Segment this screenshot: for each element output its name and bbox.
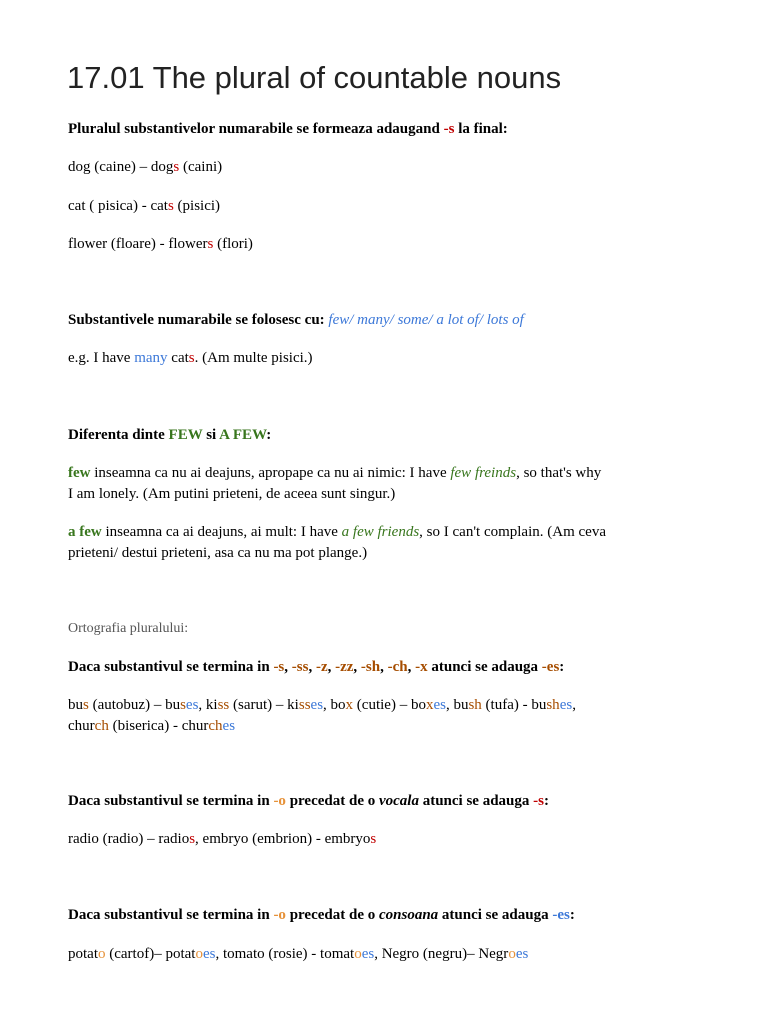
t: potat: [68, 946, 98, 962]
rule-o-vowel: [68, 791, 718, 812]
t: , embryo (embrion) - embryo: [195, 831, 371, 847]
ending: -sh: [360, 659, 381, 675]
rule-o-consonant: [68, 905, 718, 926]
afew-word: a few: [68, 524, 102, 540]
ending: sh: [468, 697, 482, 713]
t: (biserica) - chur: [108, 718, 209, 734]
rule-post: :: [559, 659, 565, 675]
ending: sh: [546, 697, 560, 713]
ending: ch: [94, 718, 109, 734]
sep: ,: [308, 659, 316, 675]
suffix: -s: [533, 793, 544, 809]
few-text: inseamna ca nu ai deajuns, apropape ca nu ai nimic: I have: [90, 465, 451, 481]
eg-suffix: s: [188, 350, 195, 366]
t: (sarut) – ki: [229, 697, 299, 713]
usage-text: Substantivele numarabile se folosesc cu:: [68, 312, 329, 328]
few-word: few: [68, 465, 91, 481]
t: (tufa) - bu: [481, 697, 547, 713]
example-dog: [68, 157, 718, 178]
t: :: [544, 793, 549, 809]
spelling-heading: Ortografia pluralului:: [68, 621, 189, 636]
t: , bo: [323, 697, 346, 713]
example-translation: (caini): [179, 159, 223, 175]
suffix: es: [310, 697, 324, 713]
suffix: s: [370, 831, 377, 847]
intro-text: Pluralul substantivelor numarabile se formeaza adaugand: [68, 121, 444, 137]
eg-many: many: [134, 350, 168, 366]
sep: ,: [353, 659, 361, 675]
diff-post: :: [266, 427, 272, 443]
t: (autobuz) – bu: [88, 697, 181, 713]
rule-pre: Daca substantivul se termina in: [68, 659, 274, 675]
intro-paragraph: [68, 119, 718, 140]
t: atunci se adauga: [438, 907, 553, 923]
suffix: es: [222, 718, 236, 734]
diff-pre: Diferenta dinte: [68, 427, 169, 443]
diff-few: FEW: [168, 427, 203, 443]
ending: -x: [415, 659, 428, 675]
ending: -o: [273, 793, 286, 809]
diff-mid: si: [202, 427, 220, 443]
example-translation: (pisici): [173, 198, 221, 214]
t: , bu: [445, 697, 469, 713]
eg-mid: cat: [167, 350, 189, 366]
page-title: 17.01 The plural of countable nouns: [67, 60, 562, 95]
suffix: es: [185, 697, 199, 713]
t: , tomato (rosie) - tomat: [215, 946, 355, 962]
ending: ss: [298, 697, 311, 713]
suffix: es: [515, 946, 529, 962]
t: radio (radio) – radio: [68, 831, 190, 847]
ending: o: [354, 946, 362, 962]
o-consonant-examples: [68, 944, 718, 965]
sep: ,: [380, 659, 388, 675]
suffix: es: [559, 697, 573, 713]
sep: ,: [327, 659, 336, 675]
ending: -ch: [387, 659, 408, 675]
ending: -s: [273, 659, 285, 675]
ending: -z: [315, 659, 328, 675]
ending: x: [425, 697, 434, 713]
afew-line2: prieteni/ destui prieteni, asa ca nu ma pot plange.): [68, 545, 368, 561]
ending: s: [180, 697, 186, 713]
afew-line1-end: , so I can't complain. (Am ceva: [419, 524, 606, 540]
suffix: es: [202, 946, 216, 962]
t: bu: [68, 697, 83, 713]
kind: consoana: [378, 907, 439, 923]
t: , Negro (negru)– Negr: [374, 946, 509, 962]
plural-suffix: s: [207, 236, 214, 252]
t: ,: [572, 697, 576, 713]
eg-pre: e.g. I have: [68, 350, 135, 366]
eg-post: . (Am multe pisici.): [194, 350, 313, 366]
t: (cartof)– potat: [105, 946, 196, 962]
ending: x: [345, 697, 354, 713]
ending: ss: [217, 697, 230, 713]
ending: ch: [208, 718, 223, 734]
t: precedat de o: [285, 907, 379, 923]
ending: o: [195, 946, 203, 962]
example-text: flower (floare) - flower: [68, 236, 208, 252]
plural-suffix: s: [173, 159, 180, 175]
example-text: cat ( pisica) - cat: [68, 198, 168, 214]
diff-heading: [68, 425, 718, 446]
afew-example: a few friends: [341, 524, 420, 540]
diff-afew: A FEW: [219, 427, 267, 443]
kind: vocala: [378, 793, 419, 809]
few-line1-end: , so that's why: [516, 465, 602, 481]
ending: s: [83, 697, 89, 713]
suffix: es: [361, 946, 375, 962]
example-flower: [68, 234, 718, 255]
rule-es: [68, 657, 718, 678]
afew-text: inseamna ca ai deajuns, ai mult: I have: [101, 524, 342, 540]
t: Daca substantivul se termina in: [68, 907, 274, 923]
t: :: [569, 907, 575, 923]
ending: -ss: [291, 659, 309, 675]
t: , ki: [198, 697, 218, 713]
t: Daca substantivul se termina in: [68, 793, 274, 809]
afew-definition: [68, 522, 718, 564]
few-definition: [68, 463, 718, 505]
es-examples: [68, 695, 718, 737]
ending: -zz: [335, 659, 354, 675]
rule-suffix: -es: [541, 659, 560, 675]
example-translation: (flori): [213, 236, 253, 252]
sep: ,: [407, 659, 416, 675]
intro-suffix: -s: [443, 121, 455, 137]
t: precedat de o: [285, 793, 379, 809]
t: chur: [68, 718, 95, 734]
suffix: s: [189, 831, 196, 847]
o-vowel-examples: [68, 829, 718, 850]
t: (cutie) – bo: [353, 697, 426, 713]
few-example: few freinds: [450, 465, 517, 481]
example-text: dog (caine) – dog: [68, 159, 174, 175]
usage-paragraph: [68, 310, 718, 331]
ending: o: [508, 946, 516, 962]
usage-words: few/ many/ some/ a lot of/ lots of: [328, 312, 524, 328]
suffix: es: [433, 697, 446, 713]
few-line2: I am lonely. (Am putini prieteni, de aceea sunt singur.): [68, 486, 396, 502]
intro-end: la final:: [454, 121, 508, 137]
suffix: -es: [552, 907, 570, 923]
rule-mid: atunci se adauga: [427, 659, 542, 675]
plural-suffix: s: [167, 198, 174, 214]
example-cat: [68, 196, 718, 217]
eg-paragraph: [68, 348, 718, 369]
ending: o: [98, 946, 106, 962]
ending: -o: [273, 907, 286, 923]
sep: ,: [284, 659, 292, 675]
t: atunci se adauga: [418, 793, 534, 809]
